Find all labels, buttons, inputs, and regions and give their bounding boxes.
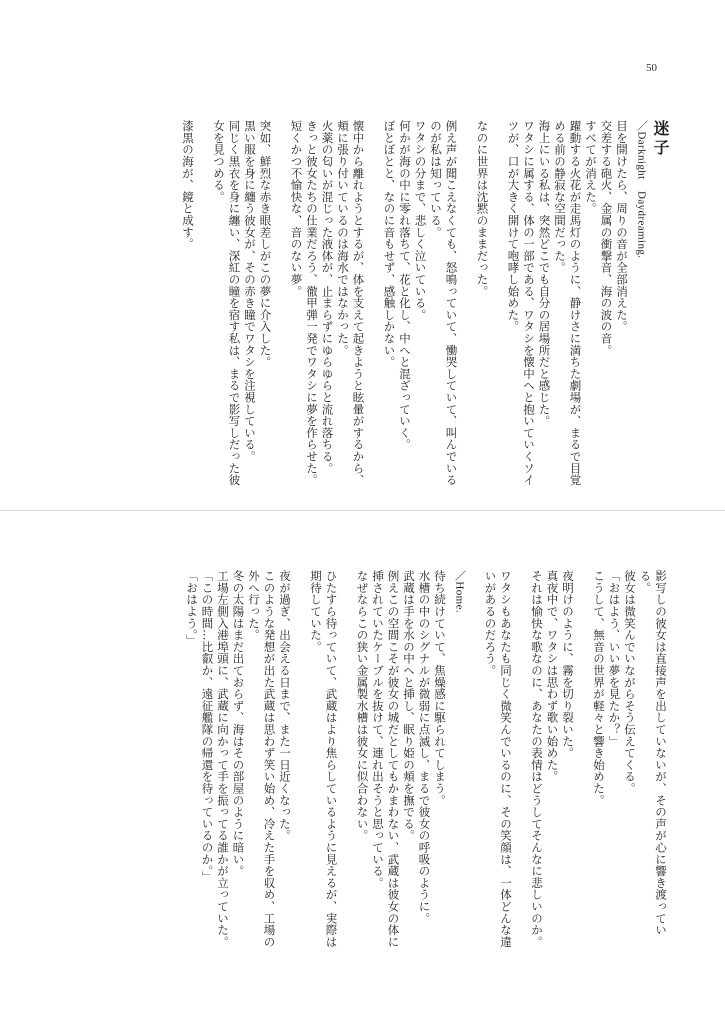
paragraph: 影写しの彼女は直接声を出していないが、その声が心に響き渡っている。 彼女は微笑んでいながらそう伝えてくる。 「おはよう、いい夢を見たか？」 bbox=[607, 570, 668, 936]
paragraph: 漆黒の海が、鏡と成す。 bbox=[181, 120, 195, 250]
page-number: 50 bbox=[646, 62, 657, 74]
upper-page bbox=[78, 120, 668, 490]
paragraph: 例え声が聞こえなくても、怒鳴っていて、慟哭していて、叫んでいるのが私は知っている。 ワタシの分まで、悲しく泣いている。 何かが海の中に零れ落ちて、花と化し、中へと混ざっていく。 ぼとぼとと、なのに音もせず、感触しかない。 bbox=[382, 120, 459, 486]
paragraph: ひたすら待っていて、武蔵はより焦らしているように見えるが、実際は期待していた。 bbox=[309, 570, 339, 948]
paragraph: 懐中から離れようとするが、体を支えて起きようと眩暈がするから、頬に張り付いているのは海水ではなかった。 火薬の匂いが混じった液体が、止まらずにゆらゆらと流れ落ちる。 きっと彼女たちの仕業だろう、徹甲弾一発でワタシに夢を作らせた。 短くかつ不愉快な、音のない夢。 bbox=[289, 120, 366, 486]
paragraph: 夜が過ぎ、出会える日まで、また一日近くなった。 このような発想が出た武蔵は思わず笑い始め、冷えた手を収め、工場の外へ行った。 冬の太陽はまだ出ておらず、海はその部屋のように暗い。 工場左側入港埠頭に、武蔵に向かって手を振ってる誰かが立っていた。 「この時間…比叡か、遠征艦隊の帰還を待っているのか。」 「おはよう。」 bbox=[185, 570, 292, 948]
lower-page bbox=[78, 570, 668, 950]
section-heading-darknight: ／Darknight Daydreaming. bbox=[635, 120, 648, 259]
page-divider bbox=[0, 510, 725, 511]
paragraph: 目を開けたら、周りの音が全部消えた。 交差する砲火、金属の衝撃音、海の波の音。 すべてが消えた。 bbox=[584, 120, 629, 356]
paragraph: 待ち続けていて、焦燥感に駆られてしまう。 bbox=[433, 570, 447, 806]
paragraph: 躍動する火花が走馬灯のように、静けさに満ちた劇場が、まるで目覚める前の静寂な空間だった。 海上にいる私は、突然どこでも自分の居場所だと感じた。 ワタシに属する、体の一部である、ワタシを懐中へと抱いていくソイツが、口が大きく開けて咆哮し始めた。 bbox=[506, 120, 583, 486]
paragraph: 水槽の中のシグナルが微弱に点滅し、まるで彼女の呼吸のように。 武蔵は手を水の中へと挿し、眠り姫の頬を撫でる。 例えこの空間こそが彼女の城だとしてもかまわない、武蔵は彼女の体に挿されていたケーブルを抜けて、連れ出そうと思っている。 なぜならこの狭い金属製水槽は彼女に似合わない。 bbox=[355, 570, 432, 948]
section-heading-home: ／Home. bbox=[453, 570, 466, 614]
paragraph: 突如、鮮烈な赤き眼差しがこの夢に介入した。 黒い服を身に纏う彼女が、その赤き瞳でワタシを注視している。 同じく黒衣を身に纏い、深紅の瞳を宿す私は、まるで影写しだった彼女を見つめる。 bbox=[212, 120, 273, 486]
paragraph: ワタシもあなたも同じく微笑んでいるのに、その笑顔は、一体どんな違いがあるのだろう。 bbox=[483, 570, 513, 948]
paragraph: 夜明けのように、霧を切り裂いた。 真夜中で、ワタシは思わず歌い始めた。 それは愉快な歌なのに、あなたの表情はどうしてそんなに悲しいのか。 bbox=[530, 570, 575, 948]
paragraph: なのに世界は沈黙のままだった。 bbox=[475, 120, 490, 297]
paragraph: こうして、無音の世界が軽々と響き始めた。 bbox=[592, 570, 606, 806]
chapter-title: 迷子 bbox=[651, 120, 670, 158]
